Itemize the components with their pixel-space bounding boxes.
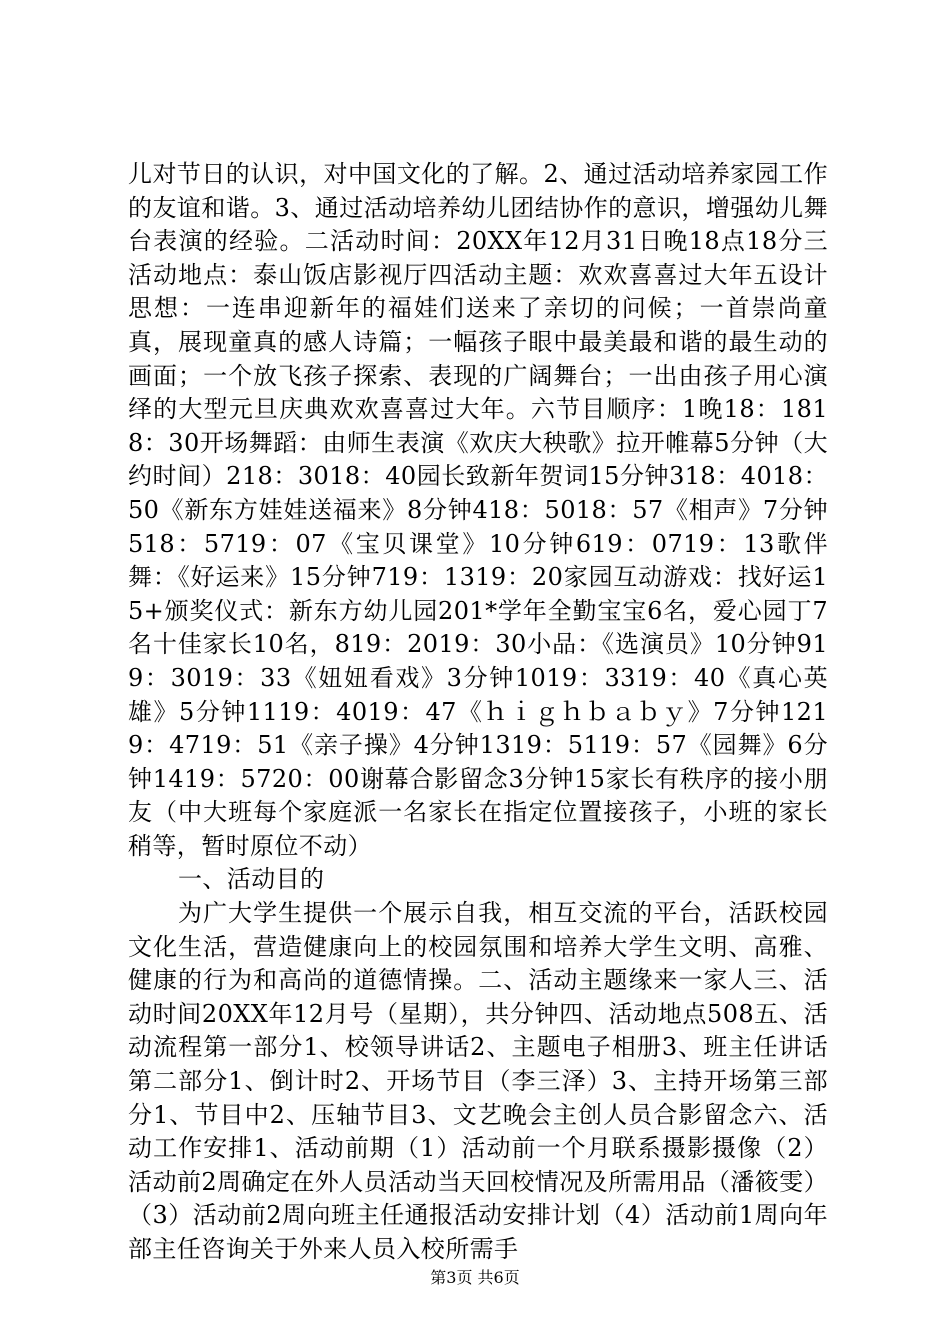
section-heading-activity-purpose: 一、活动目的 xyxy=(178,865,325,894)
document-body xyxy=(128,158,828,1267)
body-paragraph-program: 儿对节日的认识，对中国文化的了解。2、通过活动培养家园工作的友谊和谐。3、通过活动培养幼儿团结协作的意识，增强幼儿舞台表演的经验。二活动时间：20XX年12月31日晚18点18分三活动地点：泰山饭店影视厅四活动主题：欢欢喜喜过大年五设计思想：一连串迎新年的福娃们送来了亲切的问候；一首崇尚童真，展现童真的感人诗篇；一幅孩子眼中最美最和谐的最生动的画面；一个放飞孩子探索、表现的广阔舞台；一出由孩子用心演绎的大型元旦庆典欢欢喜喜过大年。六节目顺序：1晚18：1818：30开场舞蹈：由师生表演《欢庆大秧歌》拉开帷幕5分钟（大约时间）218：3018：40园长致新年贺词15分钟318：4018：50《新东方娃娃送福来》8分钟418：5018：57《相声》7分钟518：5719：07《宝贝课堂》10分钟619：0719：13歌伴舞：《好运来》15分钟719：1319：20家园互动游戏：找好运15+颁奖仪式：新东方幼儿园201*学年全勤宝宝6名，爱心园丁7名十佳家长10名，819：2019：30小品：《选演员》10分钟919：3019：33《妞妞看戏》3分钟1019：3319：40《真心英雄》5分钟1119：4019：47《ｈｉｇｈｂａｂｙ》7分钟1219：4719：51《亲子操》4分钟1319：5119：57《园舞》6分钟1419：5720：00谢幕合影留念3分钟15家长有秩序的接小朋友（中大班每个家庭派一名家长在指定位置接孩子，小班的家长稍等，暂时原位不动） xyxy=(128,160,828,860)
page-number-footer: 第3页 共6页 xyxy=(430,1268,520,1287)
body-paragraph-activity-plan: 为广大学生提供一个展示自我，相互交流的平台，活跃校园文化生活，营造健康向上的校园氛围和培养大学生文明、高雅、健康的行为和高尚的道德情操。二、活动主题缘来一家人三、活动时间20XX年12月号（星期），共分钟四、活动地点508五、活动流程第一部分1、校领导讲话2、主题电子相册3、班主任讲话第二部分1、倒计时2、开场节目（李三泽）3、主持开场第三部分1、节目中2、压轴节目3、文艺晚会主创人员合影留念六、活动工作安排1、活动前期（1）活动前一个月联系摄影摄像（2）活动前2周确定在外人员活动当天回校情况及所需用品（潘筱雯）（3）活动前2周向班主任通报活动安排计划（4）活动前1周向年部主任咨询关于外来人员入校所需手 xyxy=(128,899,828,1263)
